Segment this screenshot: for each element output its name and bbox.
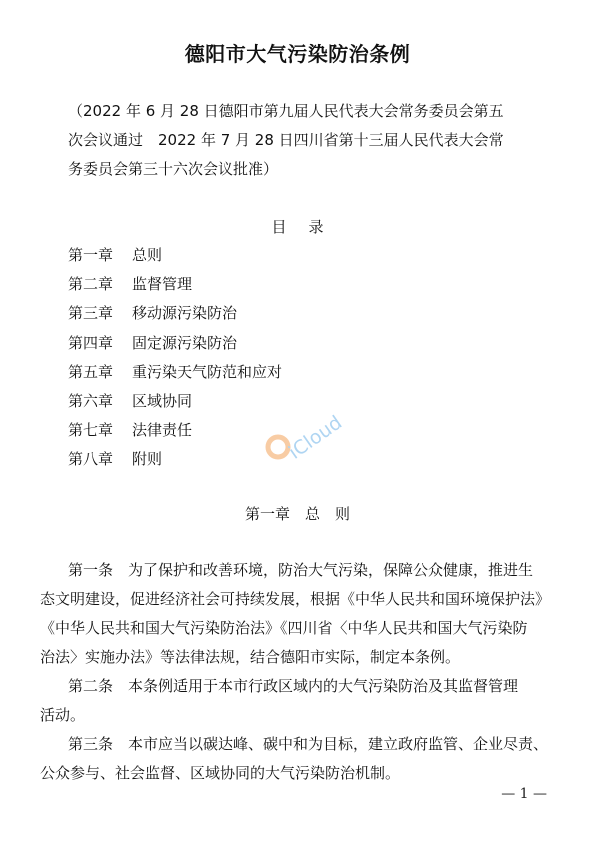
toc-chapter-number: 第三章 <box>68 304 114 323</box>
toc-item[interactable] <box>68 270 282 299</box>
watermark-text: iCloud <box>284 411 347 464</box>
preamble-line-2: 次会议通过 2022 年 7 月 28 日四川省第十三届人民代表大会常 <box>68 131 504 149</box>
article-line: 公众参与、社会监督、区域协同的大气污染防治机制。 <box>40 764 401 782</box>
toc-item[interactable] <box>68 241 282 270</box>
toc-item[interactable] <box>68 445 282 474</box>
toc-heading <box>0 216 595 237</box>
toc-chapter-number: 第八章 <box>68 450 114 469</box>
article-2 <box>40 672 560 730</box>
toc-chapter-name: 移动源污染防治 <box>132 304 238 323</box>
toc-chapter-number: 第二章 <box>68 275 114 294</box>
preamble-line-3: 务委员会第三十六次会议批准） <box>68 160 279 178</box>
article-line: 活动。 <box>40 706 86 724</box>
article-line: 第一条 为了保护和改善环境，防治大气污染，保障公众健康，推进生 <box>68 561 534 579</box>
article-line: 第三条 本市应当以碳达峰、碳中和为目标，建立政府监管、企业尽责、 <box>68 735 549 753</box>
toc-chapter-number: 第一章 <box>68 246 114 264</box>
toc-item[interactable] <box>68 387 282 416</box>
article-3 <box>40 730 560 788</box>
toc-chapter-name: 区域协同 <box>132 392 193 411</box>
chapter-heading: 第一章 总 则 <box>244 505 350 523</box>
toc-item[interactable] <box>68 358 282 387</box>
toc-chapter-number: 第六章 <box>68 392 114 411</box>
preamble <box>68 97 504 126</box>
toc-heading-left: 目 <box>271 218 287 236</box>
preamble <box>68 155 278 184</box>
preamble-line-1: （2022 年 6 月 28 日德阳市第九届人民代表大会常务委员会第五 <box>68 102 504 120</box>
toc-chapter-number: 第四章 <box>68 333 114 352</box>
toc-item[interactable] <box>68 299 282 328</box>
article-line: 《中华人民共和国大气污染防治法》《四川省〈中华人民共和国大气污染防 <box>40 619 528 637</box>
page-number: — 1 — <box>501 786 547 802</box>
toc-chapter-name: 重污染天气防范和应对 <box>132 362 283 381</box>
toc-chapter-name: 监督管理 <box>132 275 193 294</box>
article-line: 治法〉实施办法》等法律法规，结合德阳市实际，制定本条例。 <box>40 648 461 666</box>
toc-chapter-name: 附则 <box>132 450 163 469</box>
toc-item[interactable] <box>68 416 282 445</box>
article-1 <box>40 556 560 672</box>
icloud-watermark-icon <box>262 385 352 465</box>
toc-chapter-name: 总则 <box>132 246 163 264</box>
article-line: 态文明建设，促进经济社会可持续发展，根据《中华人民共和国环境保护法》 <box>40 590 551 608</box>
toc-chapter-name: 固定源污染防治 <box>132 333 238 352</box>
table-of-contents <box>68 241 282 475</box>
preamble <box>68 126 504 155</box>
article-line: 第二条 本条例适用于本市行政区域内的大气污染防治及其监督管理 <box>68 677 519 695</box>
toc-chapter-name: 法律责任 <box>132 421 193 440</box>
toc-chapter-number: 第五章 <box>68 362 114 381</box>
document-title: 德阳市大气污染防治条例 <box>184 42 411 66</box>
toc-heading-right: 录 <box>308 218 324 236</box>
toc-item[interactable] <box>68 329 282 358</box>
toc-chapter-number: 第七章 <box>68 421 114 440</box>
